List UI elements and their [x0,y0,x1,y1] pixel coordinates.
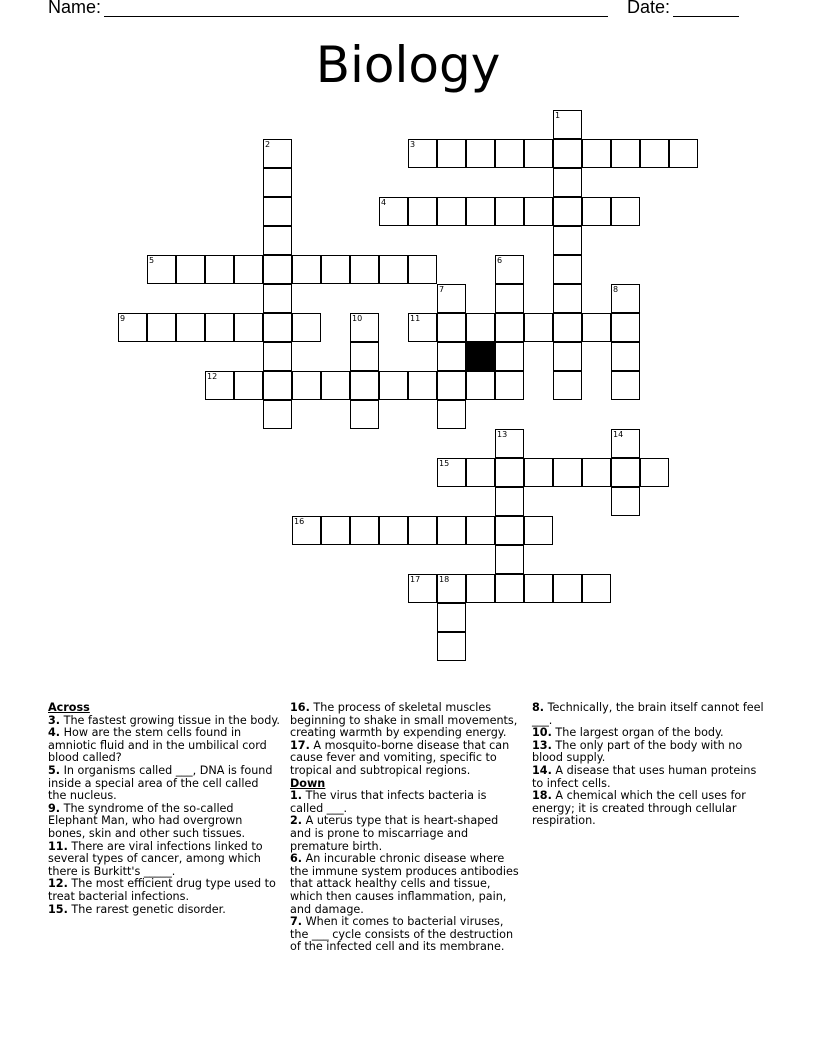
clue-number: 11 [410,314,421,323]
grid-cell[interactable] [350,371,379,400]
across-heading: Across [48,701,90,714]
grid-cell[interactable] [524,574,553,603]
puzzle-title: Biology [315,36,501,94]
grid-cell[interactable] [263,226,292,255]
grid-cell[interactable] [263,371,292,400]
grid-cell[interactable] [437,516,466,545]
grid-cell[interactable] [495,458,524,487]
grid-cell[interactable] [408,516,437,545]
grid-cell[interactable] [176,255,205,284]
down-heading: Down [290,776,326,790]
grid-cell[interactable] [553,197,582,226]
clue-across-9: 9. The syndrome of the so-called Elephant Man, who had overgrown bones, skin and other such tissues. [48,801,246,840]
grid-cell[interactable] [205,313,234,342]
grid-cell[interactable] [437,458,466,487]
clue-down-6: 6. An incurable chronic disease where the immune system produces antibodies that attack healthy cells and tissue, which then causes inflammation, pain, and damage. [290,852,519,916]
grid-cell[interactable] [408,139,437,168]
grid-cell[interactable] [263,400,292,429]
grid-cell[interactable] [611,313,640,342]
grid-cell[interactable] [147,255,176,284]
grid-cell[interactable] [582,139,611,168]
clue-across-17: 17. A mosquito-borne disease that can cause fever and vomiting, specific to tropical and subtropical regions. [290,738,510,777]
grid-cell[interactable] [524,458,553,487]
grid-cell[interactable] [495,255,524,284]
grid-cell[interactable] [437,284,466,313]
grid-cell[interactable] [611,284,640,313]
clue-down-13: 13. The only part of the body with no blood supply. [532,738,743,765]
clue-down-8: 8. Technically, the brain itself cannot feel ___. [532,701,764,727]
grid-cell[interactable] [524,313,553,342]
grid-cell[interactable] [321,516,350,545]
clue-down-14: 14. A disease that uses human proteins to infect cells. [532,763,757,790]
grid-cell[interactable] [553,255,582,284]
grid-cell[interactable] [524,516,553,545]
grid-cell[interactable] [553,284,582,313]
date-label: Date: [627,0,671,17]
grid-cell[interactable] [553,139,582,168]
grid-cell[interactable] [379,516,408,545]
clue-number: 1 [555,111,561,120]
grid-cell[interactable] [611,487,640,516]
grid-cell[interactable] [234,255,263,284]
clue-number: 13 [497,430,508,439]
grid-cell[interactable] [379,255,408,284]
clue-number: 10 [352,314,363,323]
grid-cell[interactable] [582,197,611,226]
clue-number: 8 [613,285,619,294]
clue-number: 4 [381,198,387,207]
grid-cell[interactable] [379,371,408,400]
clue-across-3: 3. The fastest growing tissue in the body. [48,713,280,727]
grid-cell[interactable] [466,371,495,400]
grid-cell[interactable] [350,342,379,371]
grid-cell[interactable] [263,255,292,284]
grid-cell[interactable] [495,197,524,226]
grid-cell[interactable] [582,574,611,603]
grid-cell[interactable] [466,197,495,226]
grid-cell[interactable] [582,313,611,342]
grid-cell[interactable] [437,197,466,226]
clue-down-7: 7. When it comes to bacterial viruses, the ___ cycle consists of the destruction of the infected cell and its membrane. [290,915,514,954]
grid-cell[interactable] [495,516,524,545]
clue-down-2: 2. A uterus type that is heart-shaped and is prone to miscarriage and premature birth. [290,814,499,853]
grid-cell[interactable] [553,313,582,342]
clues-column-3 [532,702,764,828]
grid-cell[interactable] [553,226,582,255]
grid-cell[interactable] [437,400,466,429]
grid-cell[interactable] [495,284,524,313]
grid-cell[interactable] [437,139,466,168]
grid-cell[interactable] [553,458,582,487]
clue-across-4: 4. How are the stem cells found in amniotic fluid and in the umbilical cord blood called? [48,726,267,765]
grid-cell[interactable] [495,429,524,458]
name-label: Name: [48,0,102,17]
grid-cell[interactable] [263,168,292,197]
grid-cell[interactable] [118,313,147,342]
grid-cell[interactable] [234,313,263,342]
grid-cell[interactable] [611,139,640,168]
grid-cell[interactable] [553,168,582,197]
grid-cell[interactable] [640,139,669,168]
clue-number: 12 [207,372,218,381]
grid-cell[interactable] [611,342,640,371]
grid-cell[interactable] [437,342,466,371]
clue-down-18: 18. A chemical which the cell uses for energy; it is created through cellular respiration. [532,789,746,828]
grid-cell[interactable] [147,313,176,342]
grid-cell[interactable] [495,545,524,574]
grid-cell[interactable] [495,342,524,371]
grid-cell[interactable] [205,371,234,400]
clue-number: 18 [439,575,450,584]
clue-number: 2 [265,140,271,149]
grid-cell[interactable] [321,255,350,284]
clues-column-1 [48,702,280,916]
grid-cell[interactable] [524,197,553,226]
grid-cell[interactable] [495,313,524,342]
grid-cell[interactable] [611,197,640,226]
grid-cell[interactable] [321,371,350,400]
grid-cell[interactable] [437,574,466,603]
grid-cell[interactable] [611,429,640,458]
grid-cell[interactable] [524,139,553,168]
clue-across-5: 5. In organisms called ___, DNA is found inside a special area of the cell called the nucleus. [48,763,273,803]
grid-cell[interactable] [495,574,524,603]
grid-cell[interactable] [466,516,495,545]
clue-number: 3 [410,140,416,149]
grid-cell[interactable] [611,458,640,487]
grid-cell[interactable] [466,458,495,487]
grid-cell[interactable] [611,371,640,400]
grid-cell[interactable] [437,632,466,661]
grid-cell[interactable] [495,487,524,516]
grid-cell[interactable] [466,313,495,342]
grid-cell[interactable] [292,255,321,284]
clue-number: 14 [613,430,624,439]
clue-number: 16 [294,517,305,526]
grid-cell[interactable] [669,139,698,168]
grid-cell[interactable] [263,139,292,168]
grid-cell[interactable] [263,313,292,342]
grid-cell[interactable] [263,197,292,226]
grid-cell[interactable] [408,371,437,400]
grid-cell[interactable] [437,603,466,632]
blocked-cell [466,342,495,371]
grid-cell[interactable] [292,516,321,545]
grid-cell[interactable] [292,313,321,342]
grid-cell[interactable] [408,574,437,603]
grid-cell[interactable] [350,400,379,429]
grid-cell[interactable] [408,313,437,342]
clue-number: 9 [120,314,126,323]
grid-cell[interactable] [582,458,611,487]
grid-cell[interactable] [292,371,321,400]
grid-cell[interactable] [263,342,292,371]
clue-across-12: 12. The most efficient drug type used to treat bacterial infections. [48,877,276,903]
grid-cell[interactable] [553,110,582,139]
grid-cell[interactable] [350,255,379,284]
grid-cell[interactable] [553,371,582,400]
grid-cell[interactable] [350,516,379,545]
grid-cell[interactable] [553,574,582,603]
grid-cell[interactable] [205,255,234,284]
clue-across-15: 15. The rarest genetic disorder. [48,902,226,916]
grid-cell[interactable] [640,458,669,487]
grid-cell[interactable] [379,197,408,226]
grid-cell[interactable] [553,342,582,371]
grid-cell[interactable] [176,313,205,342]
grid-cell[interactable] [437,313,466,342]
grid-cell[interactable] [408,255,437,284]
clue-number: 7 [439,285,445,294]
grid-cell[interactable] [408,197,437,226]
clue-down-10: 10. The largest organ of the body. [532,726,724,740]
clue-number: 17 [410,575,421,584]
clue-number: 5 [149,256,155,265]
grid-cell[interactable] [466,574,495,603]
clue-down-1: 1. The virus that infects bacteria is called ___. [290,789,487,815]
clue-across-16: 16. The process of skeletal muscles beginning to shake in small movements, creating warmth by expending energy. [290,701,518,740]
clue-across-11: 11. There are viral infections linked to several types of cancer, among which there is Burkitt's _____. [48,839,263,878]
clue-number: 6 [497,256,503,265]
clue-number: 15 [439,459,450,468]
clues-column-2 [290,702,522,954]
grid-cell[interactable] [495,371,524,400]
grid-cell[interactable] [234,371,263,400]
grid-cell[interactable] [437,371,466,400]
grid-cell[interactable] [466,139,495,168]
grid-cell[interactable] [350,313,379,342]
grid-cell[interactable] [263,284,292,313]
grid-cell[interactable] [495,139,524,168]
